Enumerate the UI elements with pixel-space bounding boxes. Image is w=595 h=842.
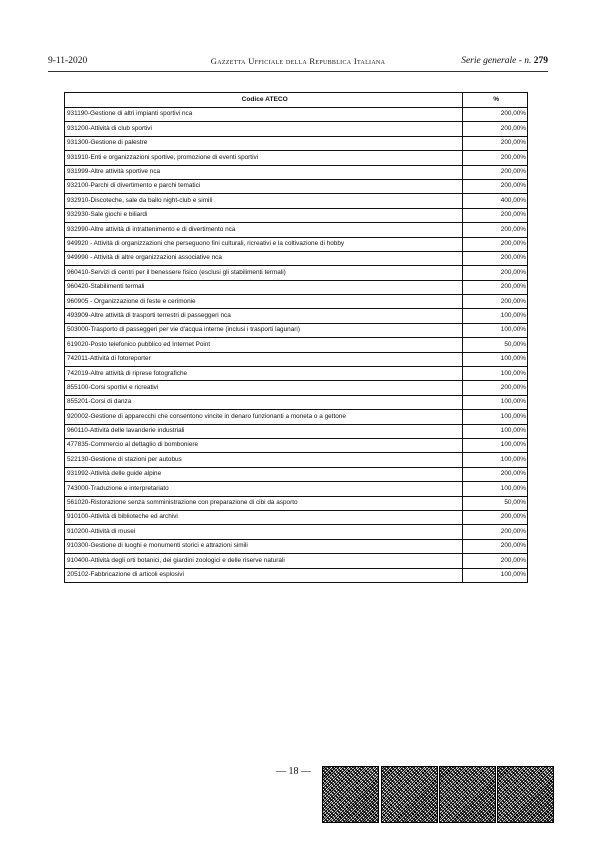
percent-cell: 100,00% [463, 367, 528, 381]
ateco-code-cell: 932930-Sale giochi e biliardi [65, 208, 463, 222]
ateco-code-cell: 910400-Attività degli orti botanici, dei giardini zoologici e delle riserve naturali [65, 554, 463, 568]
ateco-code-cell: 742019-Altre attività di riprese fotografiche [65, 367, 463, 381]
percent-cell: 200,00% [463, 295, 528, 309]
header-rule [48, 71, 548, 72]
ateco-code-cell: 931992-Attività delle guide alpine [65, 467, 463, 481]
ateco-code-cell: 522130-Gestione di stazioni per autobus [65, 453, 463, 467]
table-row [65, 266, 528, 280]
column-header-code: Codice ATECO [65, 93, 463, 108]
percent-cell: 200,00% [463, 108, 528, 122]
ateco-code-cell: 931300-Gestione di palestre [65, 136, 463, 150]
ateco-code-cell: 855100-Corsi sportivi e ricreativi [65, 381, 463, 395]
percent-cell: 100,00% [463, 323, 528, 337]
ateco-code-cell: 931910-Enti e organizzazioni sportive, promozione di eventi sportivi [65, 151, 463, 165]
percent-cell: 200,00% [463, 122, 528, 136]
ateco-code-cell: 910200-Attività di musei [65, 525, 463, 539]
table-row [65, 280, 528, 294]
percent-cell: 200,00% [463, 554, 528, 568]
percent-cell: 100,00% [463, 309, 528, 323]
ateco-code-cell: 910300-Gestione di luoghi e monumenti storici e attrazioni simili [65, 539, 463, 553]
percent-cell: 200,00% [463, 539, 528, 553]
table-row [65, 208, 528, 222]
ateco-code-cell: 477835-Commercio al dettaglio di bomboniere [65, 438, 463, 452]
table-row [65, 438, 528, 452]
header-serie-label: Serie generale - n. [461, 56, 532, 66]
ateco-code-cell: 960110-Attività delle lavanderie industriali [65, 424, 463, 438]
header-serie-number: 279 [533, 56, 548, 66]
table-row [65, 194, 528, 208]
ateco-code-cell: 493909-Altre attività di trasporti terrestri di passeggeri nca [65, 309, 463, 323]
table-row [65, 338, 528, 352]
percent-cell: 200,00% [463, 525, 528, 539]
table-row [65, 381, 528, 395]
ateco-code-cell: 742011-Attività di fotoreporter [65, 352, 463, 366]
table-row [65, 367, 528, 381]
percent-cell: 400,00% [463, 194, 528, 208]
percent-cell: 100,00% [463, 410, 528, 424]
percent-cell: 200,00% [463, 251, 528, 265]
table-row [65, 251, 528, 265]
percent-cell: 200,00% [463, 381, 528, 395]
percent-cell: 200,00% [463, 266, 528, 280]
table-body [65, 108, 528, 583]
percent-cell: 200,00% [463, 179, 528, 193]
table-row [65, 309, 528, 323]
barcode-2 [381, 766, 438, 823]
table-row [65, 122, 528, 136]
percent-cell: 100,00% [463, 395, 528, 409]
ateco-code-cell: 619020-Posto telefonico pubblico ed Internet Point [65, 338, 463, 352]
ateco-code-cell: 949920 - Attività di organizzazioni che perseguono fini culturali, ricreativi e la coltivazione di hobby [65, 237, 463, 251]
table-row [65, 237, 528, 251]
table-row [65, 568, 528, 582]
ateco-code-cell: 920002-Gestione di apparecchi che consentono vincite in denaro funzionanti a moneta o a gettone [65, 410, 463, 424]
percent-cell: 100,00% [463, 352, 528, 366]
table-row [65, 165, 528, 179]
barcode-3 [439, 766, 496, 823]
ateco-code-cell: 960905 - Organizzazione di feste e cerimonie [65, 295, 463, 309]
table-header-row [65, 93, 528, 108]
table-row [65, 395, 528, 409]
percent-cell: 100,00% [463, 482, 528, 496]
percent-cell: 200,00% [463, 237, 528, 251]
percent-cell: 200,00% [463, 510, 528, 524]
table-row [65, 223, 528, 237]
table-row [65, 510, 528, 524]
table-row [65, 410, 528, 424]
ateco-code-cell: 855201-Corsi di danza [65, 395, 463, 409]
percent-cell: 200,00% [463, 165, 528, 179]
ateco-code-cell: 743000-Traduzione e interpretariato [65, 482, 463, 496]
ateco-code-cell: 949990 - Attività di altre organizzazioni associative nca [65, 251, 463, 265]
header-serie [461, 56, 548, 66]
table-row [65, 482, 528, 496]
percent-cell: 50,00% [463, 338, 528, 352]
ateco-table [64, 92, 528, 583]
ateco-code-cell: 932910-Discoteche, sale da ballo night-club e simili [65, 194, 463, 208]
table-row [65, 323, 528, 337]
percent-cell: 100,00% [463, 424, 528, 438]
percent-cell: 200,00% [463, 223, 528, 237]
ateco-code-cell: 932990-Altre attività di intrattenimento e di divertimento nca [65, 223, 463, 237]
percent-cell: 200,00% [463, 467, 528, 481]
barcode-1 [322, 766, 379, 823]
table-row [65, 554, 528, 568]
table-row [65, 525, 528, 539]
percent-cell: 200,00% [463, 208, 528, 222]
table-row [65, 151, 528, 165]
table-row [65, 424, 528, 438]
percent-cell: 200,00% [463, 151, 528, 165]
barcode-4 [497, 766, 554, 823]
percent-cell: 200,00% [463, 136, 528, 150]
table-row [65, 496, 528, 510]
ateco-code-cell: 931200-Attività di club sportivi [65, 122, 463, 136]
table-row [65, 453, 528, 467]
column-header-percent: % [463, 93, 528, 108]
ateco-code-cell: 503000-Trasporto di passeggeri per vie d'acqua interne (inclusi i trasporti lagunari) [65, 323, 463, 337]
table-row [65, 108, 528, 122]
percent-cell: 100,00% [463, 568, 528, 582]
percent-cell: 50,00% [463, 496, 528, 510]
page-header [48, 56, 548, 70]
page-number: — 18 — [276, 766, 311, 777]
ateco-code-cell: 931999-Altre attività sportive nca [65, 165, 463, 179]
table-row [65, 136, 528, 150]
ateco-code-cell: 932100-Parchi di divertimento e parchi tematici [65, 179, 463, 193]
ateco-code-cell: 960420-Stabilimenti termali [65, 280, 463, 294]
ateco-code-cell: 960410-Servizi di centri per il benessere fisico (esclusi gli stabilimenti termali) [65, 266, 463, 280]
ateco-code-cell: 205102-Fabbricazione di articoli esplosivi [65, 568, 463, 582]
percent-cell: 100,00% [463, 438, 528, 452]
table-row [65, 179, 528, 193]
table-row [65, 467, 528, 481]
ateco-code-cell: 910100-Attività di biblioteche ed archivi [65, 510, 463, 524]
percent-cell: 100,00% [463, 453, 528, 467]
percent-cell: 200,00% [463, 280, 528, 294]
table-row [65, 352, 528, 366]
header-title: Gazzetta Ufficiale della Repubblica Italiana [210, 56, 386, 66]
ateco-code-cell: 931190-Gestione di altri impianti sportivi nca [65, 108, 463, 122]
ateco-code-cell: 561020-Ristorazione senza somministrazione con preparazione di cibi da asporto [65, 496, 463, 510]
header-date: 9-11-2020 [48, 56, 88, 66]
table-row [65, 539, 528, 553]
table-row [65, 295, 528, 309]
